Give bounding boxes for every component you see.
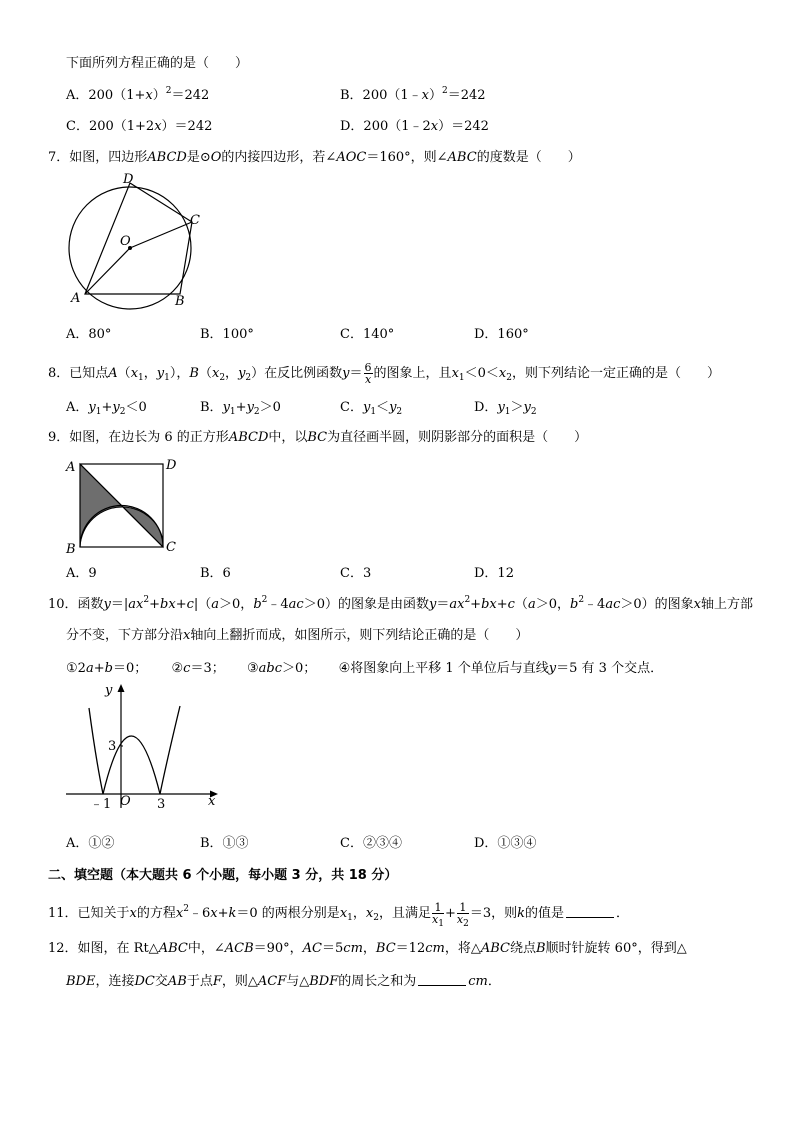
q9-option-b[interactable]: B．6 [200, 566, 231, 581]
q10-stem-line2: 分不变，下方部分沿x轴向上翻折而成，如图所示，则下列结论正确的是（ ） [66, 628, 529, 643]
q9-stem: 9．如图，在边长为 6 的正方形ABCD中，以BC为直径画半圆，则阴影部分的面积是（ ） [48, 430, 588, 445]
q10-option-b[interactable]: B．①③ [200, 836, 249, 851]
q8-option-c[interactable]: C．$y_1<y_2$ [340, 400, 403, 417]
q6-option-d[interactable]: D．200（1﹣2x）＝242 [340, 119, 489, 134]
q10-statements [66, 661, 663, 677]
q8-option-d[interactable]: D．$y_1>y_2$ [474, 400, 537, 417]
q9-option-d[interactable]: D．12 [474, 566, 514, 581]
q8-fraction: $\frac{6}{x}$ [364, 361, 372, 386]
q7-label-a: A [71, 291, 81, 306]
q7-label-d: D [123, 172, 134, 187]
q10-label-three-x: 3 [157, 797, 166, 812]
section-2-heading: 二、填空题（本大题共 6 个小题，每小题 3 分，共 18 分） [48, 868, 398, 883]
q11-fraction-2: $\frac{1}{x_2}$ [456, 901, 469, 929]
q10-curve-right-branch [160, 706, 180, 794]
q9-option-a[interactable]: A．9 [66, 566, 97, 581]
q10-statement-2: ②c＝3； [171, 661, 225, 676]
q11-stem: 11．已知关于x的方程$x^2﹣6x+k=0$ 的两根分别是$x_1$，$x_2$，且满足 $\frac{1}{x_1}$ + $\frac{1}{x_2}$ ＝3，则k的值是 ． [48, 901, 630, 929]
q6-option-b[interactable]: B．200（1﹣x）$^2$＝242 [340, 86, 486, 103]
q10-function-graph [60, 680, 230, 810]
q10-statement-4: ④将图象向上平移 1 个单位后与直线y＝5 有 3 个交点． [338, 661, 664, 676]
q10-label-x: x [208, 794, 216, 809]
q8-option-a[interactable]: A．$y_1+y_2<0$ [66, 400, 147, 417]
q6-stem: 下面所列方程正确的是（ ） [66, 56, 249, 71]
q9-label-d: D [166, 458, 177, 473]
q7-option-d[interactable]: D．160° [474, 327, 529, 342]
q11-fraction-1: $\frac{1}{x_1}$ [432, 901, 444, 929]
q9-label-c: C [166, 540, 176, 555]
q10-label-three-y: 3 [108, 739, 117, 754]
q10-stem-line1: 10．函数$y=|ax^2+bx+c|(a>0$，$b^2﹣4ac>0$）的图象是由函数$y=ax^2+bx+c(a>0$，$b^2﹣4ac>0$）的图象x轴上方部 [48, 595, 753, 612]
q12-stem-line2: BDE，连接DC交AB于点F，则△ACF与△BDF的周长之和为 cm． [66, 974, 501, 989]
q7-option-a[interactable]: A．80° [66, 327, 112, 342]
q7-label-b: B [175, 294, 185, 309]
q10-statement-3: ③abc＞0； [247, 661, 317, 676]
q11-answer-blank[interactable] [566, 905, 614, 918]
q10-label-y: y [105, 683, 113, 698]
q7-label-c: C [190, 213, 200, 228]
q7-radius-oa [85, 248, 130, 294]
q10-label-neg-one: ﹣1 [90, 797, 112, 812]
q10-label-origin: O [120, 794, 131, 809]
q10-option-a[interactable]: A．①② [66, 836, 115, 851]
q12-stem-line1: 12．如图，在 Rt△ABC中，∠ACB＝90°，AC＝5cm，BC＝12cm，将△ABC绕点B顺时针旋转 60°，得到△ [48, 941, 687, 956]
q8-stem: 8．已知点$A(x_1$，$y_1$），$B(x_2$，$y_2$）在反比例函数y＝ $\frac{6}{x}$ 的图象上，且$x_1<0<x_2$，则下列结论一定正确的是（ ） [48, 361, 721, 386]
q6-option-a[interactable]: A．$200(1+x)^2=242$ [66, 86, 210, 103]
q12-answer-blank[interactable] [418, 973, 466, 986]
q7-option-c[interactable]: C．140° [340, 327, 395, 342]
q9-square-figure [62, 455, 182, 555]
q7-stem: 7．如图，四边形ABCD是⊙O的内接四边形，若∠AOC＝160°，则∠ABC的度数是（ ） [48, 150, 581, 165]
q9-option-c[interactable]: C．3 [340, 566, 372, 581]
q9-label-b: B [66, 542, 76, 557]
q7-option-b[interactable]: B．100° [200, 327, 254, 342]
q7-radius-oc [130, 222, 192, 248]
q9-label-a: A [66, 460, 76, 475]
q7-circle-figure [60, 170, 210, 310]
q10-option-c[interactable]: C．②③④ [340, 836, 402, 851]
q10-statement-1: ①2a+b＝0； [66, 661, 148, 676]
q10-y-axis-arrow [118, 684, 125, 692]
q6-option-c[interactable]: C．200（1+2x）＝242 [66, 119, 213, 134]
q10-curve-left-branch [89, 708, 103, 794]
q10-option-d[interactable]: D．①③④ [474, 836, 537, 851]
q7-label-o: O [120, 234, 131, 249]
q8-option-b[interactable]: B．$y_1+y_2>0$ [200, 400, 281, 417]
